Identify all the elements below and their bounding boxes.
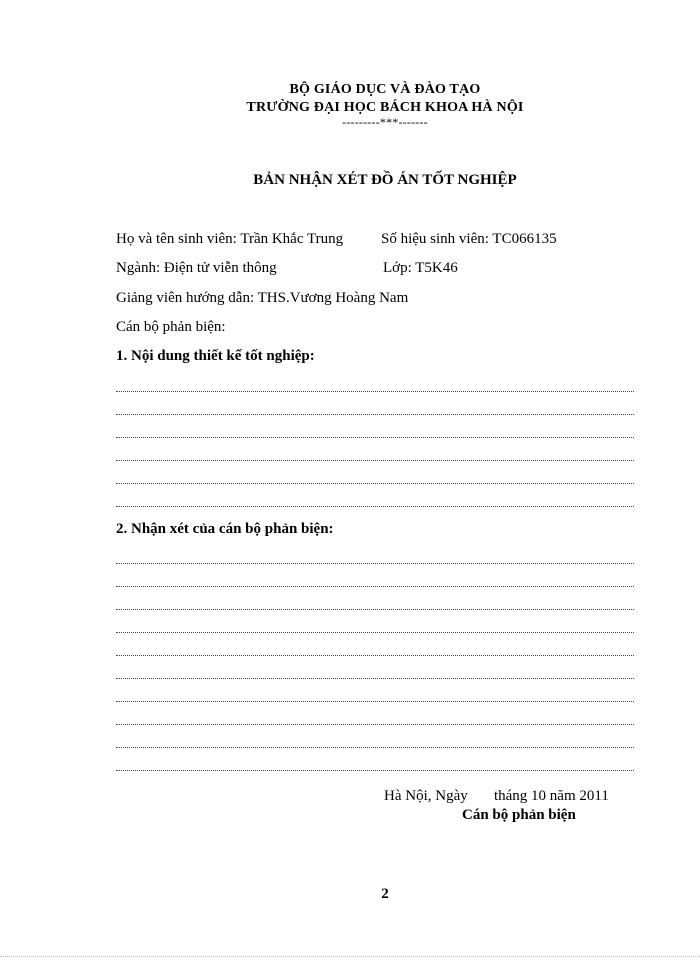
advisor-row xyxy=(116,290,408,307)
writing-line xyxy=(116,609,634,610)
writing-line xyxy=(116,724,634,725)
section-1-heading: 1. Nội dung thiết kế tốt nghiệp: xyxy=(116,348,315,364)
reviewer-row xyxy=(116,319,226,336)
page-bottom-border xyxy=(0,956,700,957)
writing-line xyxy=(116,460,634,461)
advisor-value: THS.Vương Hoàng Nam xyxy=(257,290,409,306)
major-label: Ngành: xyxy=(116,260,161,276)
reviewer-label: Cán bộ phản biện: xyxy=(116,319,226,335)
writing-line xyxy=(116,414,634,415)
ministry-heading: BỘ GIÁO DỤC VÀ ĐÀO TẠO xyxy=(289,82,481,97)
writing-line xyxy=(116,655,634,656)
class-value: T5K46 xyxy=(415,260,458,276)
major-row xyxy=(116,260,277,277)
writing-line xyxy=(116,770,634,771)
student-name-label: Họ và tên sinh viên: xyxy=(116,231,237,247)
header-separator: ---------***------- xyxy=(342,115,428,129)
writing-line xyxy=(116,586,634,587)
university-heading: TRƯỜNG ĐẠI HỌC BÁCH KHOA HÀ NỘI xyxy=(246,100,524,115)
student-name-value: Trần Khắc Trung xyxy=(240,231,344,247)
section-2-heading: 2. Nhận xét của cán bộ phản biện: xyxy=(116,521,334,537)
writing-line xyxy=(116,437,634,438)
writing-line xyxy=(116,391,634,392)
writing-line xyxy=(116,506,634,507)
student-name-row xyxy=(116,231,343,248)
page-number: 2 xyxy=(381,886,389,902)
signature-role: Cán bộ phản biện xyxy=(462,807,576,823)
class-label: Lớp: xyxy=(383,260,412,276)
student-id-label: Số hiệu sinh viên: xyxy=(381,231,489,247)
advisor-label: Giảng viên hướng dẫn: xyxy=(116,290,255,306)
writing-line xyxy=(116,747,634,748)
class-row xyxy=(383,260,458,277)
writing-line xyxy=(116,483,634,484)
writing-line xyxy=(116,632,634,633)
writing-line xyxy=(116,678,634,679)
student-id-value: TC066135 xyxy=(492,231,557,247)
writing-line xyxy=(116,701,634,702)
document-title: BẢN NHẬN XÉT ĐỒ ÁN TỐT NGHIỆP xyxy=(253,172,517,188)
writing-line xyxy=(116,563,634,564)
major-value: Điện tử viễn thông xyxy=(163,260,277,276)
student-id-row xyxy=(381,231,557,248)
place-date: Hà Nội, Ngày tháng 10 năm 2011 xyxy=(384,788,609,804)
